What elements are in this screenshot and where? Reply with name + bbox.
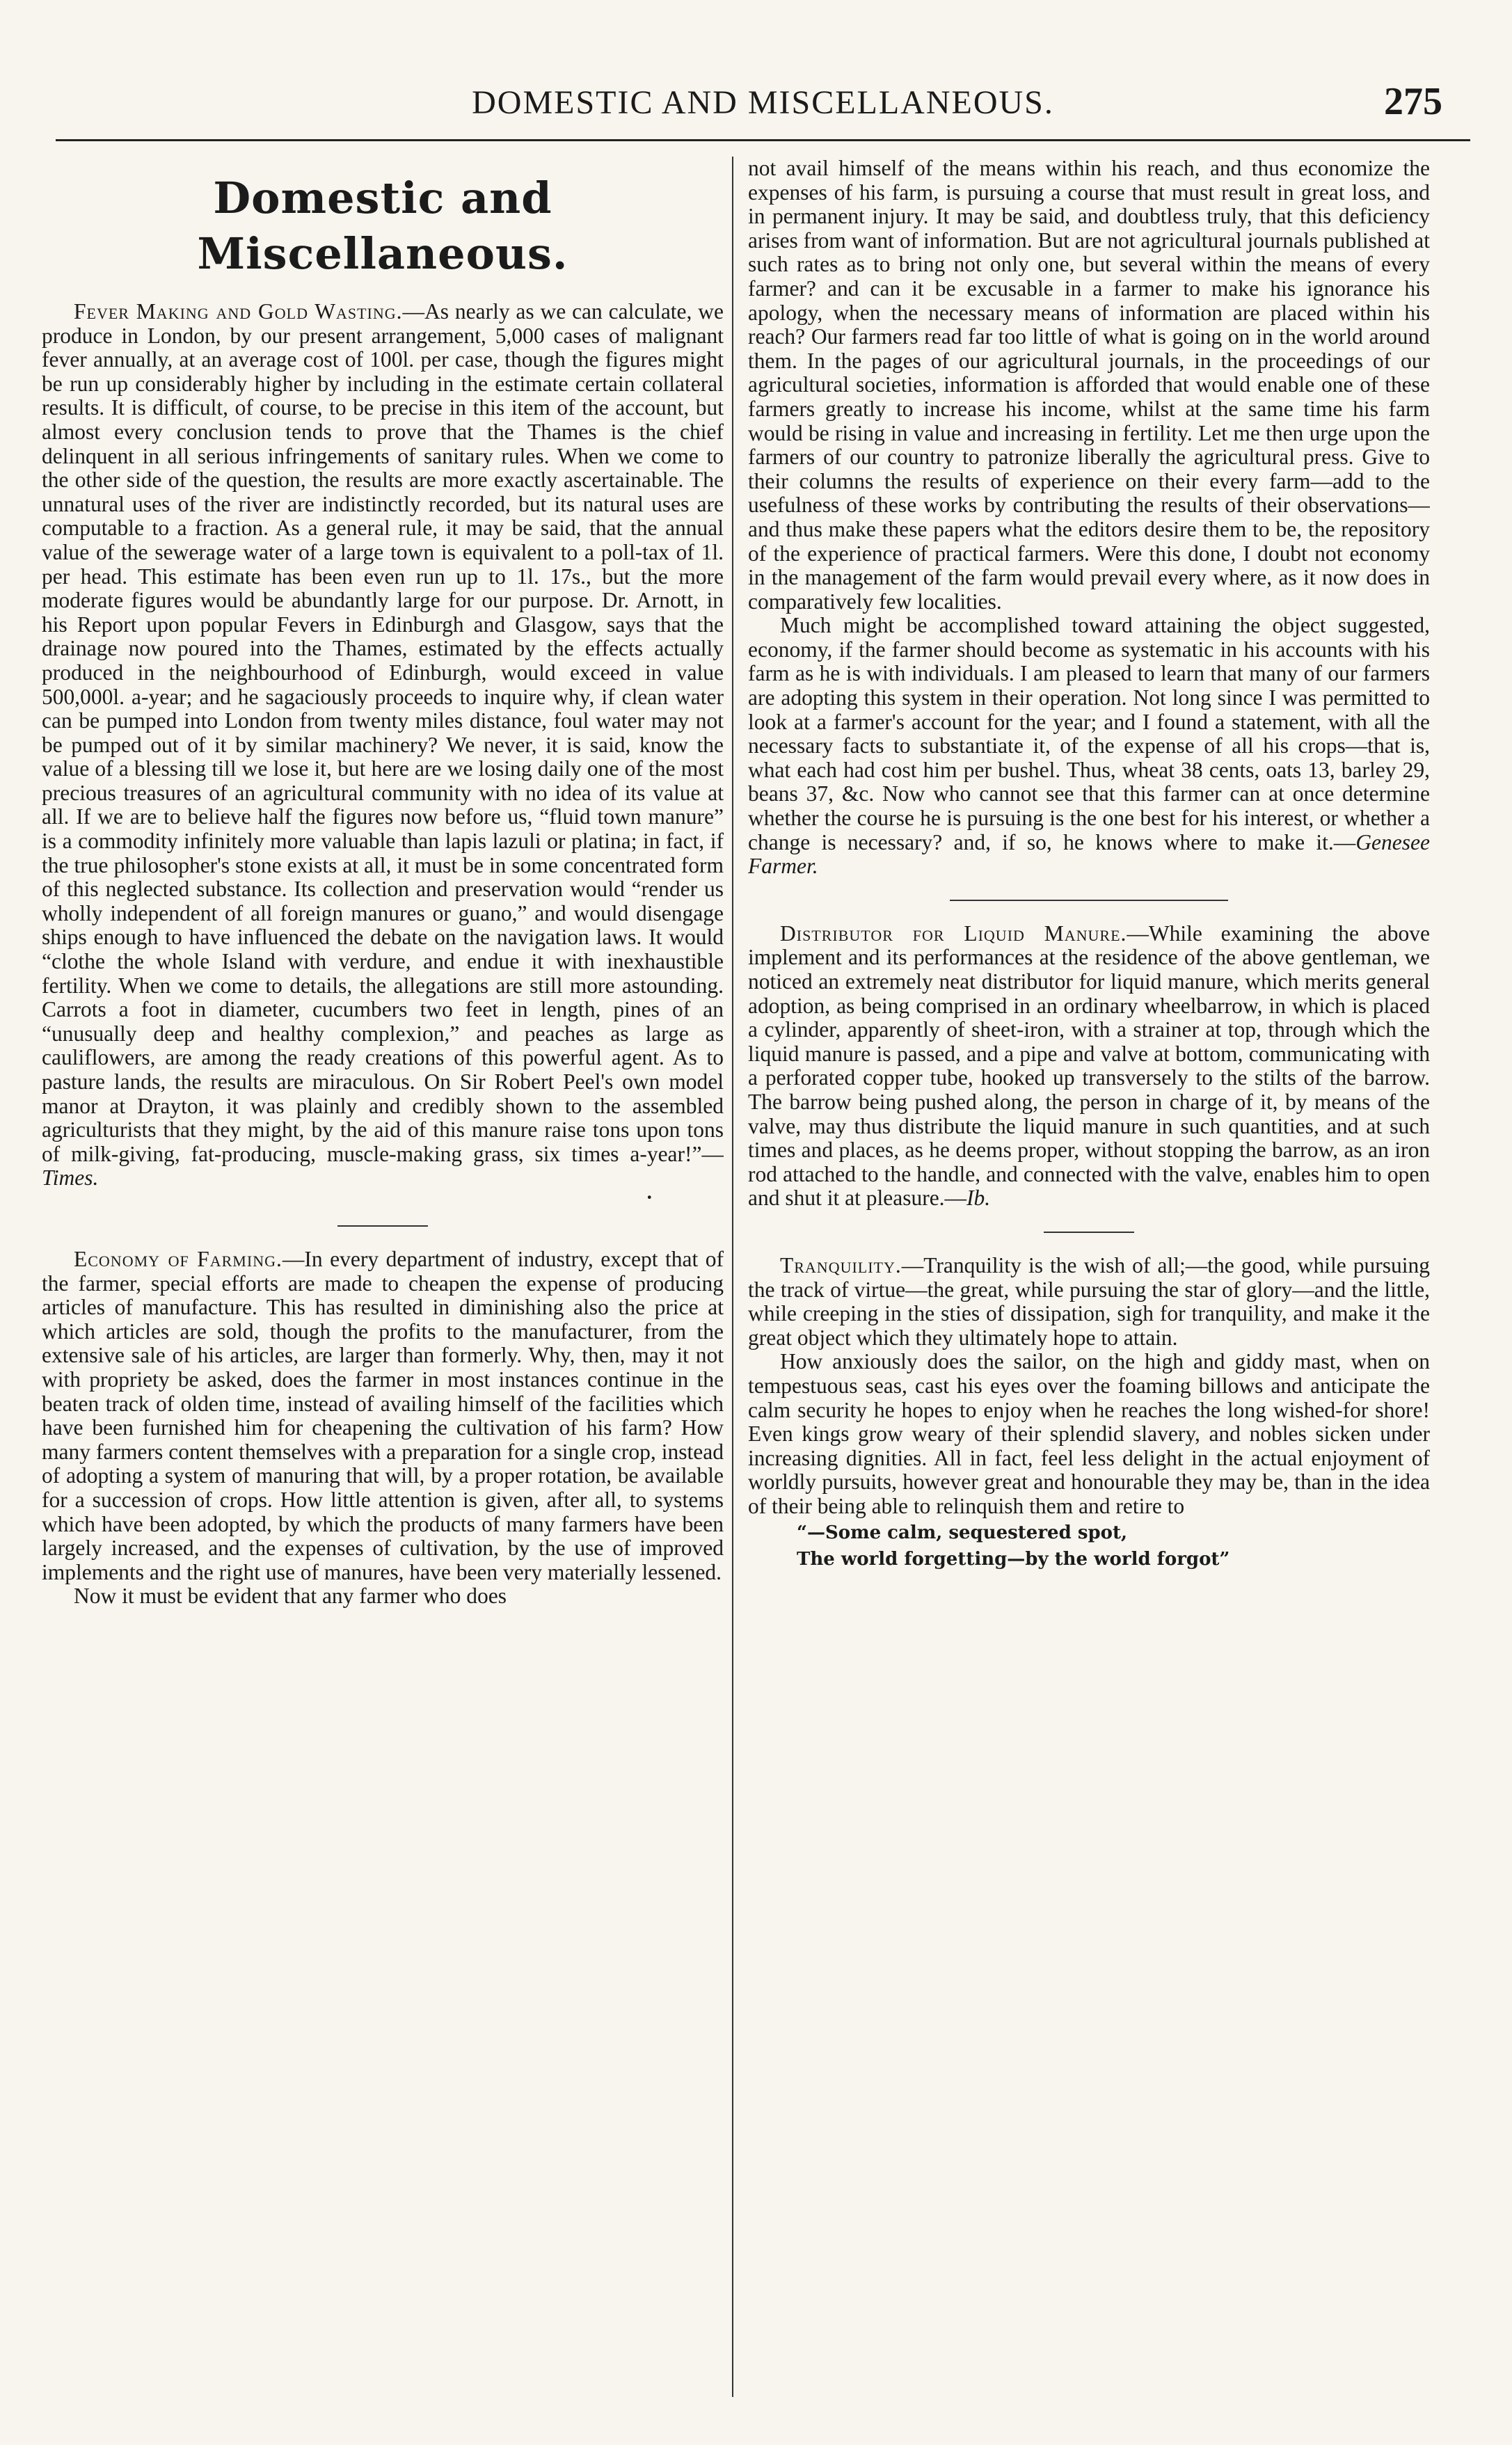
header-rule bbox=[56, 139, 1470, 141]
article-body: —While examining the above implement and its performances at the residence of the above gentleman, we noticed an extremely neat distributor for liquid manure, which merits general adoption, as being comprised in an ordinary wheelbarrow, in which is placed a cylinder, apparently of sheet-iron, with a strainer at top, through which the liquid manure is passed, and a pipe and valve at bottom, communicating with a perforated copper tube, hooked up transversely to the stilts of the barrow. The barrow being pushed along, the person in charge of it, by means of the valve, may thus distribute the liquid manure in such quantities, and at such times and places, as he deems proper, without stopping the barrow, as an iron rod attached to the handle, and connected with the valve, enables him to open and shut it at pleasure.— bbox=[748, 921, 1430, 1211]
running-head bbox=[56, 80, 1470, 132]
separator-rule bbox=[950, 900, 1228, 901]
running-title: DOMESTIC AND MISCELLANEOUS. bbox=[472, 84, 1054, 121]
article-distributor-liquid-manure bbox=[748, 922, 1430, 1211]
quote-line: The world forgetting—by the world forgot” bbox=[797, 1549, 1230, 1570]
article-paragraph bbox=[42, 1248, 724, 1584]
article-economy-of-farming bbox=[42, 1248, 724, 1609]
article-title: Fever Making and Gold Wasting. bbox=[74, 299, 403, 324]
left-column bbox=[42, 157, 724, 2418]
article-body: —As nearly as we can calculate, we produce in London, by our present arrangement, 5,000 cases of malignant fever annually, at an average cost of 100l. per case, though the figures might be run up considerably higher by including in the estimate certain collateral results. It is difficult, of course, to be precise in this item of the account, but almost every conclusion tends to prove that the Thames is the chief delinquent in all serious infringements of sanitary rules. When we come to the other side of the question, the results are more exactly ascertainable. The unnatural uses of the river are indistinctly recorded, but its natural uses are computable to a fraction. As a general rule, it may be said, that the annual value of the sewerage water of a large town is equivalent to a poll-tax of 1l. per head. This estimate has been even run up to 1l. 17s., but the more moderate figures would be abundantly large for our purpose. Dr. Arnott, in his Report upon popular Fevers in Edinburgh and Glasgow, says that the drainage now poured into the Thames, estimated by the effects actually produced in the neighbourhood of Edinburgh, would exceed in value 500,000l. a-year; and he sagaciously proceeds to inquire why, if clean water can be pumped into London from twenty miles distance, foul water may not be pumped out of it by similar machinery? We never, it is said, know the value of a blessing till we lose it, but here are we losing daily one of the most precious treasures of an agricultural community with no idea of its value at all. If we are to believe half the figures now before us, “fluid town manure” is a commodity infinitely more valuable than lapis lazuli or platina; in fact, if the true philosopher's stone exists at all, it must be in some concentrated form of this neglected substance. Its collection and preservation would “render us wholly independent of all foreign manures or guano,” and would disengage ships enough to have influenced the debate on the navigation laws. It would “clothe the whole Island with verdure, and endue it with inexhaustible fertility. When we come to details, the allegations are still more astounding. Carrots a foot in diameter, cucumbers two feet in length, pines of an “unusually deep and healthy complexion,” and peaches as large as cauliflowers, are among the ready creations of this powerful agent. As to pasture lands, the results are miraculous. On Sir Robert Peel's own model manor at Drayton, it was plainly and credibly shown to the assembled agriculturists that they might, by the aid of this manure raise tons upon tons of milk-giving, fat-producing, muscle-making grass, six times a-year!”— bbox=[42, 299, 724, 1166]
article-paragraph bbox=[42, 300, 724, 1190]
article-body: Much might be accomplished toward attaining the object suggested, economy, if the farmer should become as systematic in his accounts with his farm as he is with individuals. I am pleased to learn that many of our farmers are adopting this system in their operation. Not long since I was permitted to look at a farmer's account for the year; and I found a statement, with all the necessary facts to substantiate it, of the expense of all his crops—that is, what each had cost him per bushel. Thus, wheat 38 cents, oats 13, barley 29, beans 37, &c. Now who cannot see that this farmer can at once determine whether the course he is pursuing is the one best for his interest, or whether a change is necessary? and, if so, he knows where to make it.— bbox=[748, 613, 1430, 854]
article-source: Times. bbox=[42, 1165, 99, 1190]
article-body: —In every department of industry, except that of the farmer, special efforts are made to cheapen the expense of producing articles of manufacture. This has resulted in diminishing also the price at which articles are sold, though the profits to the manufacturer, from the extensive sale of his articles, are larger than formerly. Why, then, may it not with propriety be asked, does the farmer in most instances continue in the beaten track of olden time, instead of availing himself of the facilities which have been furnished him for cheapening the cultivation of his farm? How many farmers content themselves with a preparation for a single crop, instead of adopting a system of manuring that will, by a proper rotation, be available for a succession of crops. How little attention is given, after all, to systems which have been adopted, by which the products of many farmers have been largely increased, and the expenses of cultivation, by the use of improved implements and the right use of manures, have been very materially lessened. bbox=[42, 1246, 724, 1584]
article-paragraph bbox=[748, 922, 1430, 1211]
article-paragraph: Now it must be evident that any farmer who does bbox=[74, 1584, 507, 1609]
right-column bbox=[748, 157, 1430, 2418]
article-paragraph: How anxiously does the sailor, on the high and giddy mast, when on tempestuous seas, cast his eyes over the foaming billows and anticipate the calm security he hopes to enjoy when he reaches the long wished-for shore! Even kings grow weary of their splendid slavery, and nobles sicken under increasing dignities. All in fact, feel less delight in the actual enjoyment of worldly pursuits, however great and honourable they may be, than in the idea of their being able to relinquish them and retire to bbox=[748, 1349, 1430, 1518]
article-paragraph bbox=[748, 614, 1430, 879]
separator-dot: · bbox=[644, 1181, 654, 1213]
article-title: Distributor for Liquid Manure. bbox=[780, 921, 1127, 946]
article-title: Economy of Farming. bbox=[74, 1246, 282, 1271]
article-body: —Tranquility is the wish of all;—the good, while pursuing the track of virtue—the great, while pursuing the star of glory—and the little, while creeping in the sties of dissipation, sigh for tranquility, and make it the great object which they ultimately hope to attain. bbox=[748, 1252, 1430, 1350]
article-fever-making bbox=[42, 300, 724, 1190]
quote-line: “—Some calm, sequestered spot, bbox=[797, 1522, 1128, 1544]
separator-rule bbox=[337, 1225, 428, 1227]
article-paragraph: not avail himself of the means within his reach, and thus economize the expenses of his farm, is pursuing a course that must result in great loss, and in permanent injury. It may be said, and doubtless truly, that this deficiency arises from want of information. But are not agricultural journals published at such rates as to bring not only one, but several within the means of every farmer? and can it be excusable in a farmer to make his ignorance his apology, when the necessary means of information are placed within his reach? Our farmers read far too little of what is going on in the world around them. In the pages of our agricultural journals, in the proceedings of our agricultural societies, information is afforded that would enable one of these farmers greatly to increase his income, whilst at the same time his farm would be rising in value and increasing in fertility. Let me then urge upon the farmers of our country to patronize liberally the agricultural press. Give to their columns the results of experience on their every farm—add to the usefulness of these works by contributing the results of their observations—and thus make these papers what the editors desire them to be, the repository of the experience of practical farmers. Were this done, I doubt not economy in the management of the farm would prevail every where, as it now does in comparatively few localities. bbox=[748, 157, 1430, 614]
article-title: Tranquility. bbox=[780, 1252, 902, 1277]
column-divider bbox=[732, 157, 733, 2397]
section-heading: Domestic and Miscellaneous. bbox=[197, 173, 568, 279]
separator-rule bbox=[1044, 1232, 1134, 1233]
article-paragraph bbox=[748, 1254, 1430, 1350]
article-economy-continued bbox=[748, 157, 1430, 879]
article-source: Genesee Farmer. bbox=[748, 829, 1430, 879]
page-number: 275 bbox=[1384, 80, 1442, 123]
article-tranquility bbox=[748, 1254, 1430, 1572]
article-source: Ib. bbox=[966, 1186, 991, 1211]
